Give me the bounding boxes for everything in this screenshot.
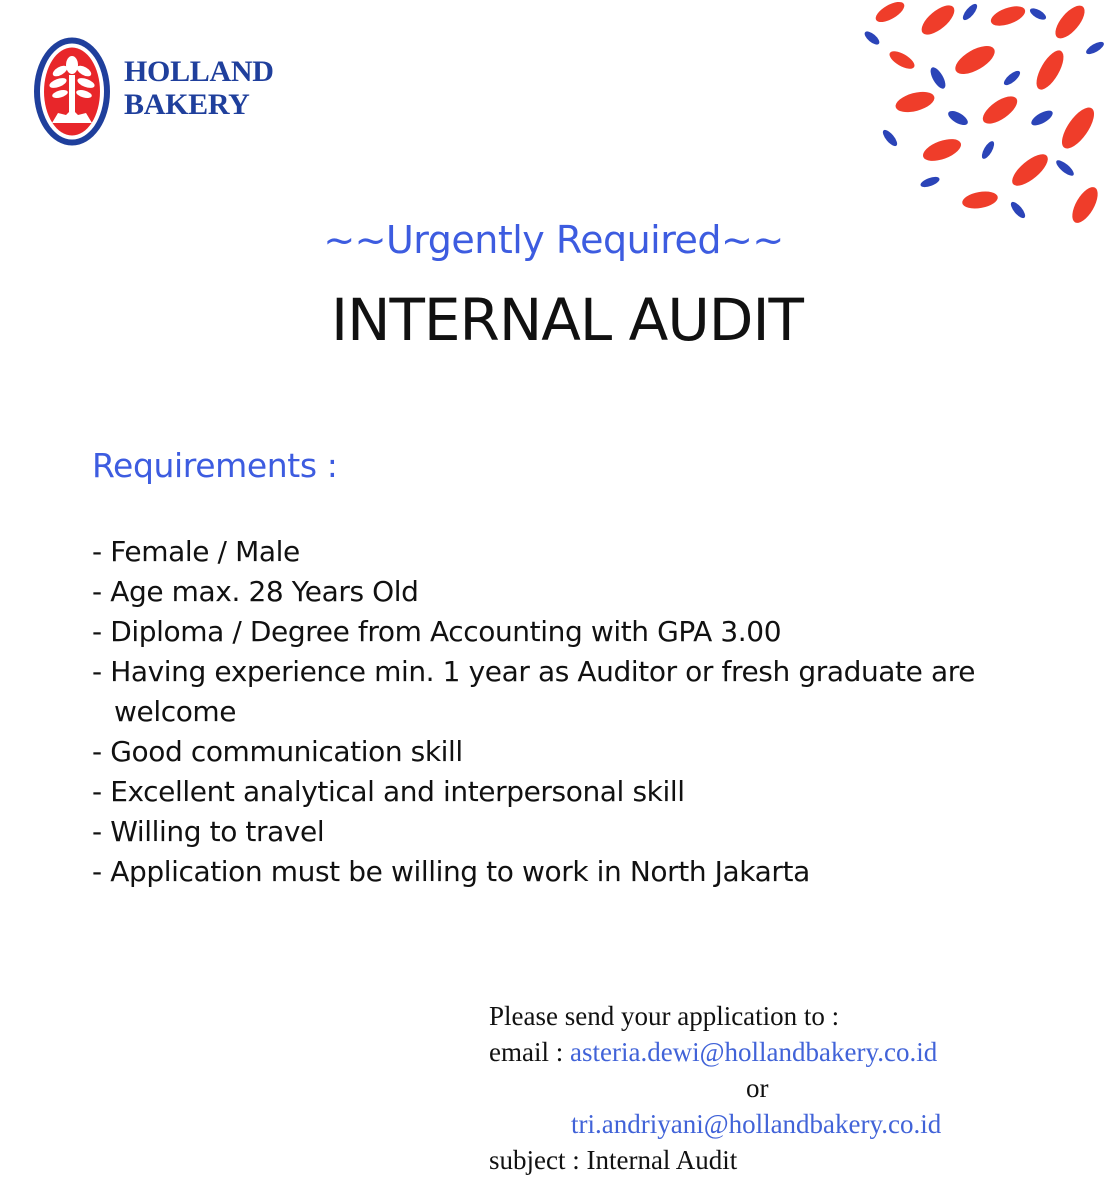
- requirement-item: - Good communication skill: [92, 735, 463, 768]
- urgent-tagline: ~~Urgently Required~~: [323, 218, 784, 262]
- email-row: [489, 1034, 989, 1070]
- requirement-item: - Excellent analytical and interpersonal skill: [92, 775, 685, 808]
- subject-value: Internal Audit: [586, 1145, 738, 1175]
- contact-block: [489, 998, 989, 1178]
- email-label: email :: [489, 1037, 570, 1067]
- primary-email-link[interactable]: asteria.dewi@hollandbakery.co.id: [569, 1037, 938, 1067]
- requirements-heading: Requirements :: [92, 446, 338, 485]
- windmill-tree-icon: [32, 35, 112, 148]
- brand-line-1: HOLLAND: [124, 55, 274, 88]
- requirements-list: [92, 532, 1052, 892]
- requirement-item: - Willing to travel: [92, 815, 325, 848]
- requirement-item: - Female / Male: [92, 535, 300, 568]
- brand-line-2: BAKERY: [124, 88, 250, 121]
- requirement-item: - Having experience min. 1 year as Auditor or fresh graduate are welcome: [92, 655, 976, 728]
- contact-intro: Please send your application to :: [489, 1001, 840, 1031]
- requirement-item: - Diploma / Degree from Accounting with GPA 3.00: [92, 615, 782, 648]
- petal-pattern-icon: [860, 0, 1107, 235]
- holland-bakery-logo: [32, 35, 282, 150]
- brand-name: [124, 55, 274, 121]
- subject-label: subject :: [489, 1145, 587, 1175]
- job-title: INTERNAL AUDIT: [330, 286, 803, 354]
- requirement-item: - Application must be willing to work in North Jakarta: [92, 855, 810, 888]
- secondary-email-link[interactable]: tri.andriyani@hollandbakery.co.id: [571, 1109, 942, 1139]
- secondary-email-row: [489, 1106, 989, 1142]
- or-separator: or: [746, 1073, 769, 1103]
- subject-row: [489, 1142, 989, 1178]
- requirement-item: - Age max. 28 Years Old: [92, 575, 419, 608]
